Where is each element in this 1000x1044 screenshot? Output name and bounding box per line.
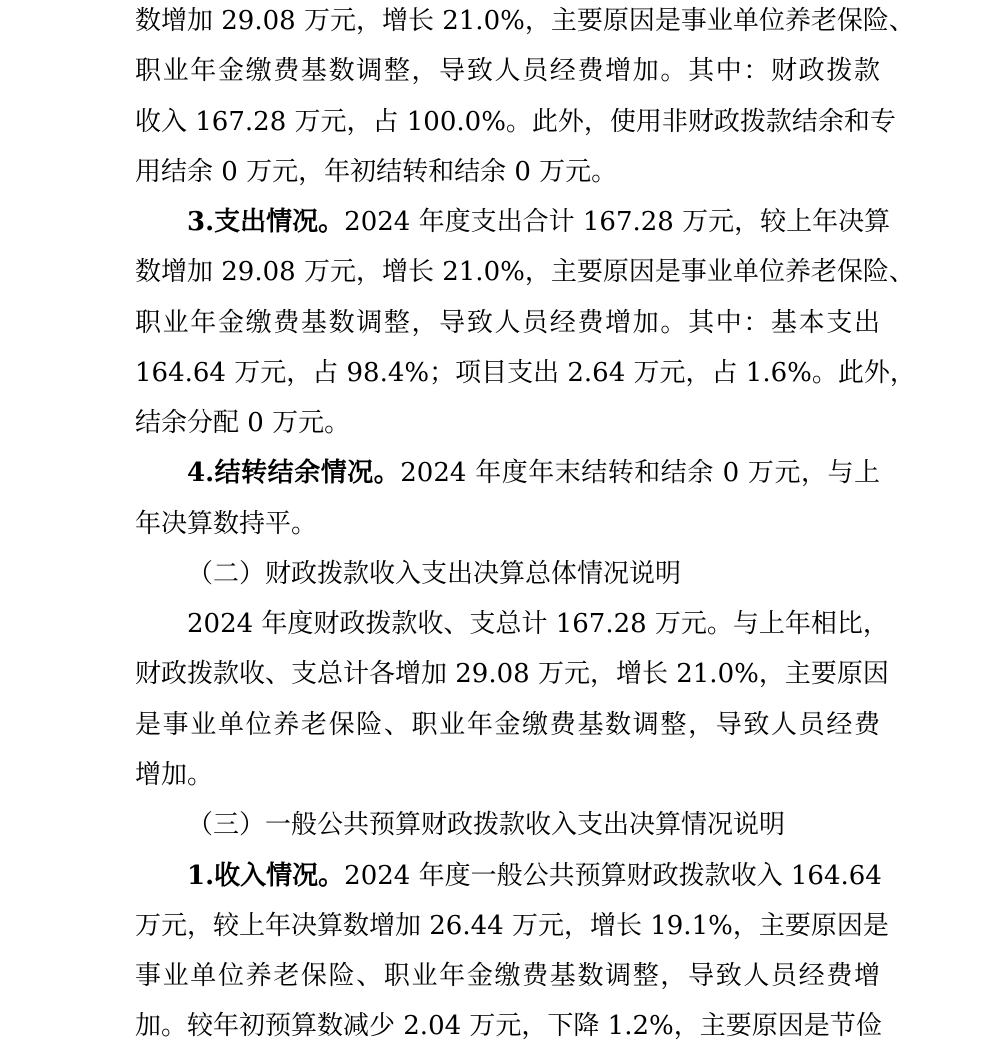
text-line: 结余分配 0 万元。 [135,408,351,438]
text-line: 2024 年度支出合计 167.28 万元，较上年决算 [344,207,891,237]
text-line: 事业单位养老保险、职业年金缴费基数调整，导致人员经费增 [135,961,880,991]
text-line: 是事业单位养老保险、职业年金缴费基数调整，导致人员经费 [135,710,880,740]
text-line: 职业年金缴费基数调整，导致人员经费增加。其中：基本支出 [135,308,880,338]
text-line: 2024 年度一般公共预算财政拨款收入 164.64 [344,861,882,891]
text-line: 加。较年初预算数减少 2.04 万元，下降 1.2%，主要原因是节俭 [135,1011,882,1041]
paragraph-income-first-line [187,857,880,895]
text-line: 用结余 0 万元，年初结转和结余 0 万元。 [135,157,618,187]
text-line: 年决算数持平。 [135,509,318,539]
text-line: 数增加 29.08 万元，增长 21.0%，主要原因是事业单位养老保险、 [135,6,915,36]
text-line: 增加。 [135,760,214,790]
text-line: 收入 167.28 万元，占 100.0%。此外，使用非财政拨款结余和专 [135,107,896,137]
text-line: 2024 年度财政拨款收、支总计 167.28 万元。与上年相比， [187,609,889,639]
paragraph-carryover-first-line [187,454,880,492]
text-line: 164.64 万元，占 98.4%；项目支出 2.64 万元，占 1.6%。此外， [135,358,916,388]
carryover-heading: 4.结转结余情况。 [187,458,401,488]
text-line: 数增加 29.08 万元，增长 21.0%，主要原因是事业单位养老保险、 [135,257,915,287]
text-line: 万元，较上年决算数增加 26.44 万元，增长 19.1%，主要原因是 [135,911,889,941]
text-line: 财政拨款收、支总计各增加 29.08 万元，增长 21.0%，主要原因 [135,659,889,689]
section-heading: （二）财政拨款收入支出决算总体情况说明 [187,559,682,589]
expenditure-heading: 3.支出情况。 [187,207,345,237]
section-heading: （三）一般公共预算财政拨款收入支出决算情况说明 [187,810,786,840]
paragraph-expenditure-first-line [187,203,891,241]
text-line: 2024 年度年末结转和结余 0 万元，与上 [400,458,880,488]
income-heading: 1.收入情况。 [187,861,345,891]
text-line: 职业年金缴费基数调整，导致人员经费增加。其中：财政拨款 [135,56,880,86]
